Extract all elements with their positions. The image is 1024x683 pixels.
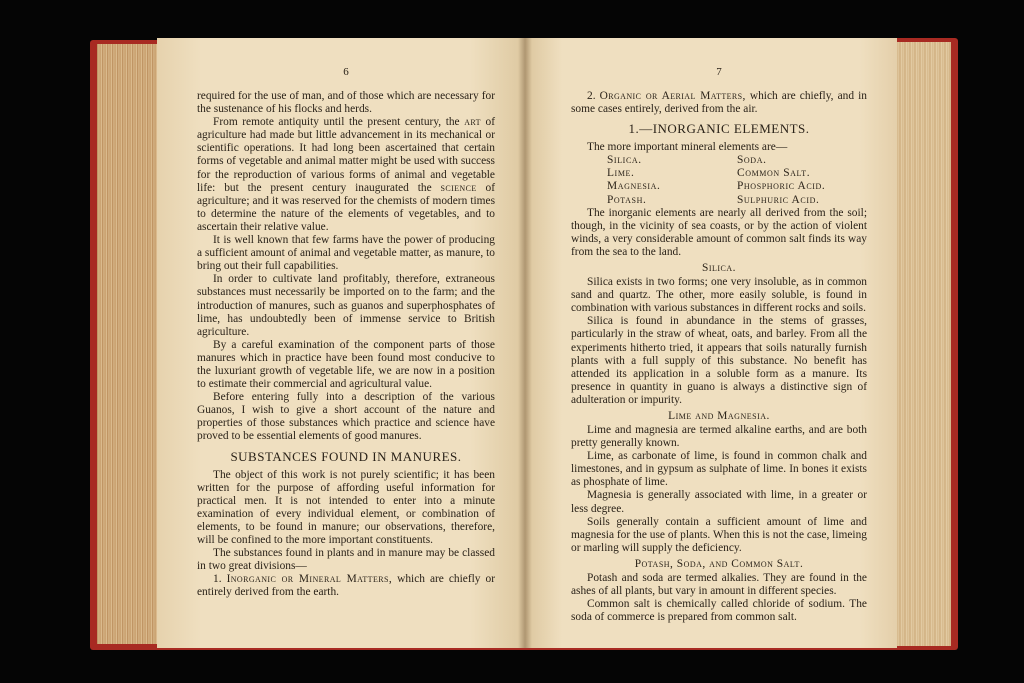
paragraph: Silica exists in two forms; one very insoluble, as in common sand and quartz. The other, more easily soluble, is found in combination with various substances in different rocks and soils.: [571, 276, 867, 315]
paragraph: Before entering fully into a description of the various Guanos, I wish to give a short account of the nature and properties of those substances which practice and science have proved to be essential elements of good manures.: [197, 391, 495, 443]
element-item: Lime.: [607, 167, 635, 180]
left-page: [157, 38, 525, 648]
right-page: [525, 38, 897, 648]
page-number-right: 7: [716, 66, 722, 78]
section-heading: SUBSTANCES FOUND IN MANURES.: [230, 448, 462, 464]
book-gutter: [518, 38, 532, 648]
paragraph: The inorganic elements are nearly all derived from the soil; though, in the vicinity of sea coasts, or by the action of violent winds, a very considerable amount of common salt finds its way from the sea to the land.: [571, 206, 867, 258]
paragraph: 1. Inorganic or Mineral Matters, which are chiefly or entirely derived from the earth.: [197, 573, 495, 599]
page-number-left: 6: [343, 66, 349, 78]
element-item: Soda.: [737, 154, 767, 167]
element-item: Common Salt.: [737, 167, 811, 180]
paragraph: Silica is found in abundance in the stems of grasses, particularly in the straw of wheat, oats, and barley. From all the experiments hitherto tried, it appears that soils naturally furnish plants with a full supply of this substance. No benefit has attended its application in a soluble form as a manure. Its presence in quantity in guano is always a distinctive sign of adulteration or impurity.: [571, 315, 867, 406]
element-item: Sulphuric Acid.: [737, 193, 820, 206]
element-item: Silica.: [607, 154, 642, 167]
subheading: Silica.: [701, 262, 736, 275]
paragraph: Soils generally contain a sufficient amount of lime and magnesia for the use of plants. When this is not the case, limeing or marling will supply the deficiency.: [571, 515, 867, 554]
paragraph: In order to cultivate land profitably, therefore, extraneous substances must necessarily be imported on to the farm; and the introduction of manures, such as guanos and superphosphates of lime, has undoubtedly been of immense service to British agriculture.: [197, 273, 495, 338]
paragraph: Potash and soda are termed alkalies. They are found in the ashes of all plants, but vary in amount in different species.: [571, 571, 867, 597]
paragraph: The substances found in plants and in manure may be classed in two great divisions—: [197, 547, 495, 573]
paragraph: required for the use of man, and of those which are necessary for the sustenance of his flocks and herds.: [197, 90, 495, 116]
section-heading: 1.—INORGANIC ELEMENTS.: [628, 121, 810, 137]
subheading: Lime and Magnesia.: [668, 409, 770, 422]
elements-list: [571, 154, 867, 206]
element-item: Potash.: [607, 193, 647, 206]
paragraph: By a careful examination of the component parts of those manures which in practice have been found most conducive to the luxuriant growth of vegetable life, we are now in a position to estimate their commercial and agricultural value.: [197, 338, 495, 391]
subheading: Potash, Soda, and Common Salt.: [634, 557, 804, 570]
paragraph: 2. Organic or Aerial Matters, which are chiefly, and in some cases entirely, derived from the air.: [571, 90, 867, 116]
page-edges-right: [893, 42, 951, 646]
paragraph: Common salt is chemically called chloride of sodium. The soda of commerce is prepared from common salt.: [571, 598, 867, 624]
element-item: Magnesia.: [607, 180, 661, 193]
paragraph: Lime and magnesia are termed alkaline earths, and are both pretty generally known.: [571, 423, 867, 450]
paragraph: Lime, as carbonate of lime, is found in common chalk and limestones, and in gypsum as sulphate of lime. In bones it exists as phosphate of lime.: [571, 450, 867, 489]
paragraph: Magnesia is generally associated with lime, in a greater or less degree.: [571, 489, 867, 515]
element-item: Phosphoric Acid.: [737, 180, 826, 193]
paragraph: From remote antiquity until the present century, the art of agriculture had made but little advancement in its mechanical or scientific operations. It had long been ascertained that certain forms of vegetable and animal matter might be used with success for the reproduction of various forms of animal and vegetable life: but the present century inaugurated the science of agriculture; and it was reserved for the chemists of modern times to determine the nature of the elements of vegetables, and to ascertain their relative value.: [197, 116, 496, 233]
paragraph: It is well known that few farms have the power of producing a sufficient amount of animal and vegetable matter, as manure, to bring out their full capabilities.: [197, 234, 495, 273]
paragraph: The object of this work is not purely scientific; it has been written for the purpose of affording useful information for practical men. It is not intended to enter into a minute examination of every individual element, or combination of elements, to be found in manure; our observations, therefore, will be confined to the more important constituents.: [197, 468, 495, 546]
page-edges-left: [97, 44, 159, 644]
elements-intro: The more important mineral elements are—: [587, 141, 788, 154]
